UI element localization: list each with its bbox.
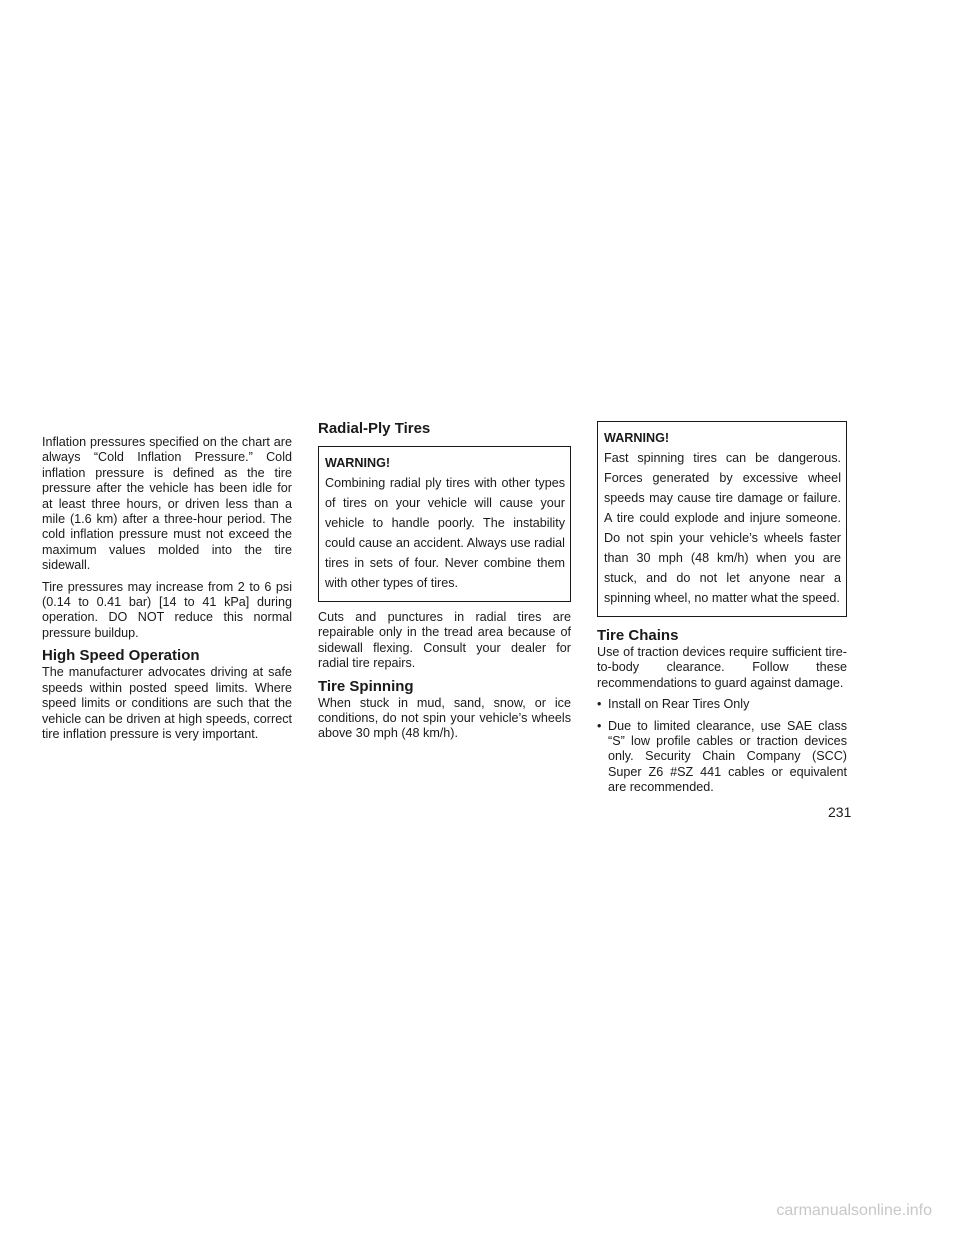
warning-box-spinning xyxy=(597,421,847,617)
watermark: carmanualsonline.info xyxy=(776,1202,932,1219)
column-right xyxy=(597,421,847,802)
warning-body: Combining radial ply tires with other types of tires on your vehicle will cause your vehicle to handle poorly. The instability could cause an accident. Always use radial tires in sets of four. Never combine them with other types of tires. xyxy=(325,476,565,590)
list-item-text: Due to limited clearance, use SAE class “S” low profile cables or traction devices only. Security Chain Company (SCC) Super Z6 #SZ 441 cables or equivalent are recommended. xyxy=(608,718,847,795)
column-left xyxy=(42,435,292,748)
bullet-list-chains xyxy=(597,697,847,795)
warning-body: Fast spinning tires can be dangerous. Forces generated by excessive wheel speeds may cause tire damage or failure. A tire could explode and injure someone. Do not spin your vehicle’s wheels faster than 30 mph (48 km/h) when you are stuck, and do not let anyone near a spinning wheel, no matter what the speed. xyxy=(604,451,841,605)
list-item xyxy=(597,697,847,712)
paragraph-pressure-increase: Tire pressures may increase from 2 to 6 psi (0.14 to 0.41 bar) [14 to 41 kPa] during operation. DO NOT reduce this normal pressure buildup. xyxy=(42,579,292,640)
paragraph-tire-chains: Use of traction devices require sufficient tire-to-body clearance. Follow these recommendations to guard against damage. xyxy=(597,645,847,690)
bullet-icon: • xyxy=(597,697,602,712)
heading-tire-spinning: Tire Spinning xyxy=(318,677,414,695)
column-middle xyxy=(318,420,571,748)
heading-radial-ply-tires: Radial-Ply Tires xyxy=(318,420,431,437)
paragraph-cuts-punctures: Cuts and punctures in radial tires are repairable only in the tread area because of sidewall flexing. Consult your dealer for radial tire repairs. xyxy=(318,610,571,671)
paragraph-cold-inflation: Inflation pressures specified on the chart are always “Cold Inflation Pressure.” Cold inflation pressure is defined as the tire pressure after the vehicle has been idle for at least three hours, or driven less than a mile (1.6 km) after a three-hour period. The cold inflation pressure must not exceed the maximum values molded into the tire sidewall. xyxy=(42,435,292,573)
paragraph-tire-spinning: When stuck in mud, sand, snow, or ice conditions, do not spin your vehicle’s wheels above 30 mph (48 km/h). xyxy=(318,695,571,741)
page-number: 231 xyxy=(828,804,852,820)
list-item xyxy=(597,719,847,796)
heading-high-speed-operation: High Speed Operation xyxy=(42,647,200,665)
bullet-icon: • xyxy=(597,718,602,733)
heading-tire-chains: Tire Chains xyxy=(597,627,679,644)
paragraph-high-speed: The manufacturer advocates driving at safe speeds within posted speed limits. Where speed limits or conditions are such that the vehicle can be driven at high speeds, correct tire inflation pressure is very important. xyxy=(42,665,292,741)
list-item-text: Install on Rear Tires Only xyxy=(608,697,750,712)
warning-box-radial xyxy=(318,446,571,602)
warning-title: WARNING! xyxy=(325,456,391,470)
warning-title: WARNING! xyxy=(604,431,670,445)
